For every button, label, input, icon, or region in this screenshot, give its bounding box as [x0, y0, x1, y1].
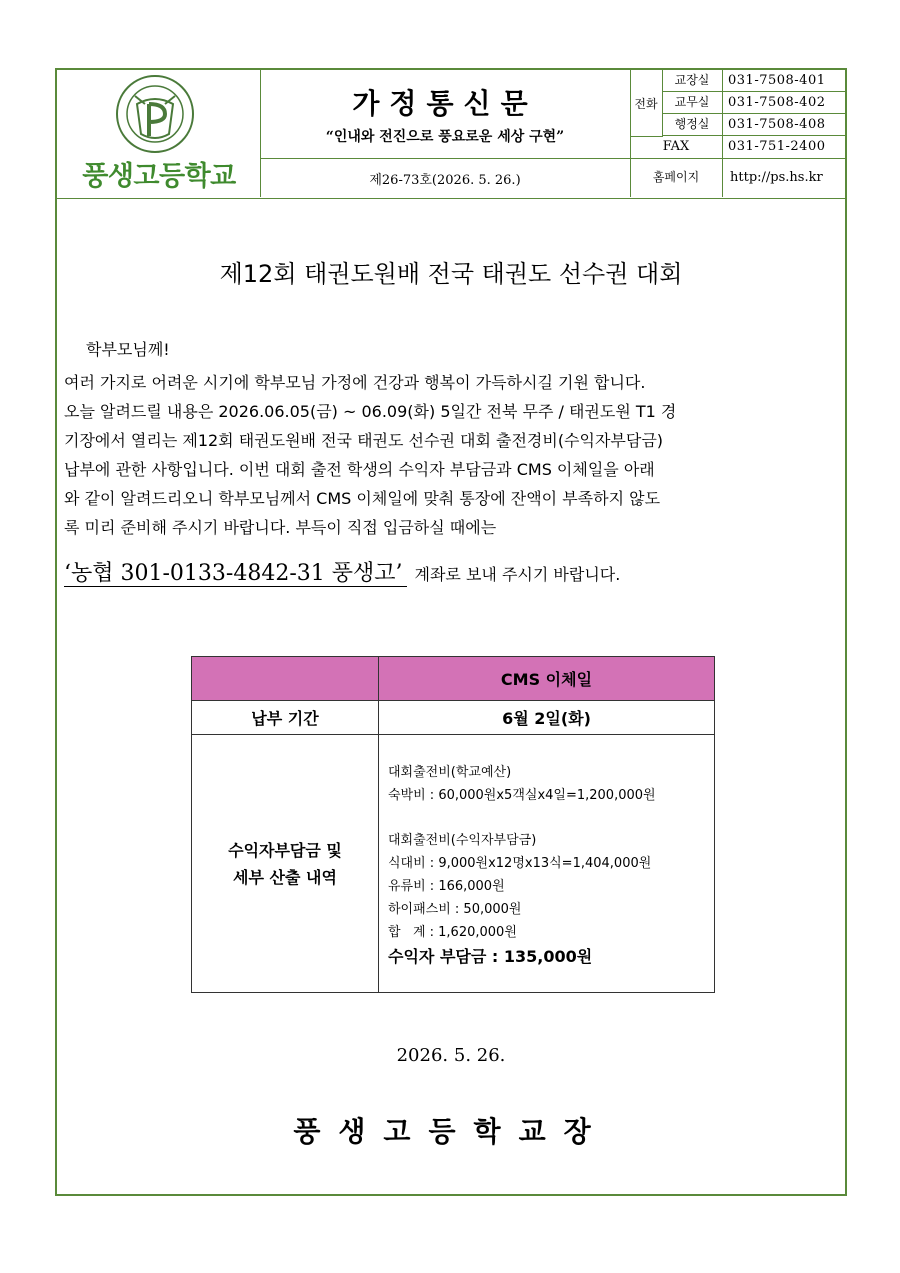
table-row	[192, 701, 715, 735]
phone-label: 전화	[630, 70, 663, 137]
issue-number: 제26-73호(2026. 5. 26.)	[369, 173, 521, 188]
detail-label-line: 세부 산출 내역	[233, 867, 337, 887]
phone-number: 031-7508-402	[728, 95, 826, 110]
payment-period-label: 납부 기간	[192, 701, 379, 735]
bank-account: ‘농협 301-0133-4842-31 풍생고’	[64, 561, 407, 587]
beneficiary-title: 대회출전비(수익자부담금)	[388, 833, 537, 848]
paragraph-line: 여러 가지로 어려운 시기에 학부모님 가정에 건강과 행복이 가득하시길 기원 합니다.	[64, 373, 646, 392]
table-header-cms: CMS 이체일	[379, 657, 715, 701]
fuel-cost: 유류비 : 166,000원	[388, 879, 505, 894]
phone-office-label: 교장실	[662, 70, 723, 91]
homepage-row	[630, 158, 845, 197]
payment-period-value: 6월 2일(화)	[379, 701, 715, 735]
greeting: 학부모님께!	[86, 340, 170, 359]
payment-table	[191, 656, 715, 993]
body-paragraph	[64, 368, 840, 542]
school-motto: “인내와 전진으로 풍요로운 세상 구현”	[325, 129, 565, 145]
detail-label-line: 수익자부담금 및	[228, 840, 342, 860]
phone-office-label: 행정실	[662, 114, 723, 135]
table-header-empty	[192, 657, 379, 701]
school-name: 풍생고등학교	[82, 161, 236, 192]
homepage-label: 홈페이지	[630, 158, 723, 197]
phone-row	[662, 114, 845, 136]
detail-breakdown	[379, 735, 715, 993]
phone-row	[662, 92, 845, 114]
phone-number: 031-7508-408	[728, 117, 826, 132]
document-title: 제12회 태권도원배 전국 태권도 선수권 대회	[219, 260, 683, 288]
table-header-row	[192, 657, 715, 701]
title-cell	[260, 70, 631, 159]
document-frame	[55, 68, 847, 1196]
newsletter-title: 가정통신문	[352, 87, 538, 120]
paragraph-line: 기장에서 열리는 제12회 태권도원배 전국 태권도 선수권 대회 출전경비(수익자부담금)	[64, 431, 664, 450]
account-instruction: 계좌로 보내 주시기 바랍니다.	[414, 565, 621, 584]
account-line	[64, 556, 620, 587]
total-cost: 합 계 : 1,620,000원	[388, 925, 517, 940]
fax-label: FAX	[630, 136, 723, 158]
principal-signature: 풍생고등학교장	[293, 1115, 609, 1148]
paragraph-line: 오늘 알려드릴 내용은 2026.06.05(금) ~ 06.09(화) 5일간 전북 무주 / 태권도원 T1 경	[64, 402, 677, 421]
issue-cell	[260, 158, 631, 197]
phone-office-label: 교무실	[662, 92, 723, 113]
school-emblem-icon	[115, 74, 195, 154]
phone-row	[662, 70, 845, 92]
beneficiary-burden: 수익자 부담금 : 135,000원	[388, 947, 593, 966]
lodging-cost: 숙박비 : 60,000원x5객실x4일=1,200,000원	[388, 788, 656, 803]
school-budget-title: 대회출전비(학교예산)	[388, 765, 512, 780]
issue-date: 2026. 5. 26.	[396, 1045, 506, 1066]
letterhead	[57, 70, 845, 199]
meal-cost: 식대비 : 9,000원x12명x13식=1,404,000원	[388, 856, 652, 871]
paragraph-line: 록 미리 준비해 주시기 바랍니다. 부득이 직접 입금하실 때에는	[64, 518, 497, 537]
phone-number: 031-7508-401	[728, 73, 826, 88]
paragraph-line: 납부에 관한 사항입니다. 이번 대회 출전 학생의 수익자 부담금과 CMS 이체일을 아래	[64, 460, 655, 479]
fax-row	[630, 136, 845, 159]
homepage-link[interactable]: http://ps.hs.kr	[730, 170, 823, 185]
table-row	[192, 735, 715, 993]
hipass-cost: 하이패스비 : 50,000원	[388, 902, 522, 917]
logo-cell	[57, 70, 261, 197]
detail-label-cell	[192, 735, 379, 993]
fax-number: 031-751-2400	[728, 139, 826, 154]
paragraph-line: 와 같이 알려드리오니 학부모님께서 CMS 이체일에 맞춰 통장에 잔액이 부족하지 않도	[64, 489, 661, 508]
